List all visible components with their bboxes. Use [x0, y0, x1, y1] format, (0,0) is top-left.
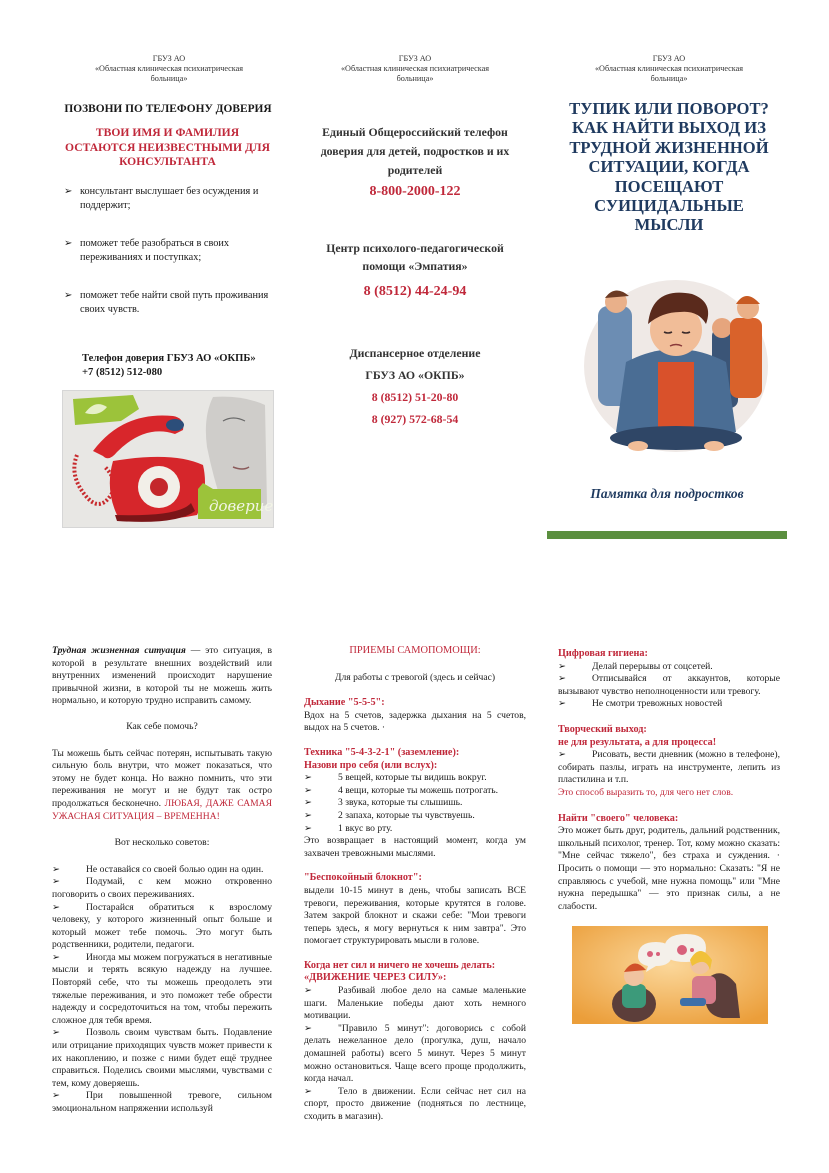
panel-5: [304, 645, 526, 1124]
grounding-item: 2 запаха, которые ты чувствуешь.: [338, 809, 475, 821]
org-header-line3: больница»: [150, 74, 188, 83]
list-item: ➢ Разбивай любое дело на самые маленькие шаги. Маленькие победы дают хоть немного мотивации.: [304, 985, 526, 1022]
tip-text: Не оставайся со своей болью один на один.: [86, 863, 264, 875]
dispensary-org: ГБУЗ АО «ОКПБ»: [365, 368, 465, 382]
find-person-text: Это может быть друг, родитель, дальний родственник, школьный психолог, тренер. Тот, кому можно сказать: "Мне сейчас тяжело", без страха и суждения. · Просить о помощи — это нормально: Сказать: "Я не справляюсь с учебой, мне нужна помощь" или "Мне нужна передышка" — это признак силы, а не слабости.: [558, 825, 780, 912]
digital-item: Делай перерывы от соцсетей.: [592, 660, 713, 672]
list-item: ➢ Не оставайся со своей болью один на один.: [52, 863, 264, 875]
panel-3: [558, 54, 780, 84]
arrow-bullet-icon: ➢: [64, 186, 73, 197]
list-item: ➢ "Правило 5 минут": договорись с собой делать нежеланное дело (прогулка, душ, начало домашней работы) всего 5 минут. Через 5 минут можно остановиться. Чаще всего проще продолжить, когда начал.: [304, 1022, 526, 1085]
list-item: ➢ 2 запаха, которые ты чувствуешь.: [304, 809, 475, 821]
org-header-line1: ГБУЗ АО: [652, 54, 686, 63]
empathy-center-phone[interactable]: 8 (8512) 44-24-94: [363, 284, 467, 299]
org-header-line2: «Областная клиническая психиатрическая: [340, 64, 490, 73]
panel-2: [304, 54, 526, 84]
tips-heading: Вот несколько советов:: [114, 837, 210, 849]
creative-note: Это способ выразить то, для чего нет слов.: [558, 786, 734, 798]
creative-item: Рисовать, вести дневник (можно в телефоне), собирать пазлы, играть на инструменте, лепить из пластилина и т.п.: [558, 749, 780, 786]
list-item: ➢ Не смотри тревожных новостей: [558, 698, 723, 710]
find-person-title: Найти "своего" человека:: [558, 812, 679, 824]
list-item: [64, 289, 279, 317]
brochure-subtitle: Памятка для подростков: [590, 486, 744, 501]
telephone-image: [62, 390, 274, 528]
notebook-text: выдели 10-15 минут в день, чтобы записать ВСЕ тревоги, переживания, которые крутятся в голове. Затем закрой блокнот и скажи себе: "Мои тревоги теперь здесь, я могу вернуться к ним завтра". Это помогает структурировать мысли в голове.: [304, 884, 526, 947]
self-help-subtitle: Для работы с тревогой (здесь и сейчас): [334, 671, 496, 683]
list-item: ➢ 4 вещи, которые ты можешь потрогать.: [304, 784, 499, 796]
org-header-line1: ГБУЗ АО: [152, 54, 186, 63]
digital-hygiene-title: Цифровая гигиена:: [558, 648, 648, 659]
intro-term: Трудная жизненная ситуация: [52, 645, 186, 656]
bullet-text: консультант выслушает без осуждения и поддержит;: [80, 186, 259, 211]
panel-6: [558, 648, 780, 913]
list-item: ➢ Отписывайся от аккаунтов, которые вызывают чувство неполноценности или тревогу.: [558, 673, 780, 697]
list-item: ➢ Делай перерывы от соцсетей.: [558, 660, 713, 672]
arrow-bullet-icon: ➢: [64, 238, 73, 249]
digital-item: Не смотри тревожных новостей: [592, 698, 723, 710]
bullet-text: поможет тебе разобраться в своих переживаниях и поступках;: [80, 238, 230, 263]
tip-text: Позволь своим чувствам быть. Подавление или отрицание приходящих чувств может привести к их накоплению, и позже с ними будет ещё труднее справиться. Поделись своими мыслями, чувствами с тем, кому доверяешь.: [52, 1027, 272, 1089]
tip-text: При повышенной тревоге, сильном эмоциональном напряжении используй: [52, 1090, 272, 1114]
list-item: ➢ Тело в движении. Если сейчас нет сил на спорт, просто движение (подняться по лестнице, сходить в магазин).: [304, 1085, 526, 1122]
list-item: ➢ Постарайся обратиться к взрослому человеку, у которого жизненный опыт больше и который может тебе помочь. Это могут быть родственники, родители, педагоги.: [52, 901, 272, 951]
grounding-title: Техника "5-4-3-2-1" (заземление):: [304, 746, 460, 758]
grounding-item: 3 звука, которые ты слышишь.: [338, 797, 463, 809]
talking-teens-image: [572, 926, 768, 1024]
org-header-line3: больница»: [396, 74, 434, 83]
grounding-item: 1 вкус во рту.: [338, 822, 393, 834]
national-hotline-title: Единый Общероссийский телефон доверия для детей, подростков и их родителей: [320, 125, 510, 177]
list-item: ➢ Подумай, с кем можно откровенно поговорить о своих переживаниях.: [52, 876, 272, 900]
support-emphasis: ЛЮБАЯ, ДАЖЕ САМАЯ УЖАСНАЯ СИТУАЦИЯ – ВРЕМЕННА!: [52, 797, 272, 822]
org-header: [58, 54, 280, 84]
list-item: ➢ При повышенной тревоге, сильном эмоциональном напряжении используй: [52, 1090, 272, 1114]
tip-text: Подумай, с кем можно откровенно поговорить о своих переживаниях.: [52, 876, 272, 900]
grounding-item: 4 вещи, которые ты можешь потрогать.: [338, 784, 499, 796]
arrow-bullet-icon: ➢: [64, 290, 73, 301]
list-item: ➢ Иногда мы можем погружаться в негативные мысли и терять всякую надежду на лучшее. Повторяй себе, что ты можешь преодолеть эти тяжелые переживания, и это поможет тебе обрести надежду и сосредоточиться на том, чтобы пережить сложное для тебя время.: [52, 951, 272, 1026]
sad-teen-image: [578, 266, 774, 456]
grounding-item: 5 вещей, которые ты видишь вокруг.: [338, 772, 487, 784]
movement-item: Тело в движении. Если сейчас нет сил на спорт, просто движение (подняться по лестнице, сходить в магазин).: [304, 1085, 526, 1122]
panel1-title: ПОЗВОНИ ПО ТЕЛЕФОНУ ДОВЕРИЯ: [64, 103, 272, 115]
tip-text: Постарайся обратиться к взрослому человеку, у которого жизненный опыт больше и который может тебе помочь. Это могут быть родственники, родители, педагоги.: [52, 901, 272, 951]
cover-title: ТУПИК ИЛИ ПОВОРОТ? КАК НАЙТИ ВЫХОД ИЗ ТРУДНОЙ ЖИЗНЕННОЙ СИТУАЦИИ, КОГДА ПОСЕЩАЮТ СУИЦИДАЛЬНЫЕ МЫСЛИ: [569, 99, 769, 235]
list-item: [64, 185, 279, 213]
list-item: ➢ 5 вещей, которые ты видишь вокруг.: [304, 772, 487, 784]
support-text: Ты можешь быть сейчас потерян, испытывать такую сильную боль внутри, что может показаться, что этому не будет конца. Но важно помнить, что эти переживания не могут и не будут так остро продолжаться бесконечно.: [52, 747, 272, 809]
tip-text: Иногда мы можем погружаться в негативные мысли и терять всякую надежду на лучшее. Повторяй себе, что ты можешь преодолеть эти тяжелые переживания, и это поможет тебе обрести надежду и сосредоточиться на том, чтобы пережить сложное для тебя время.: [52, 951, 272, 1026]
breathing-text: Вдох на 5 счетов, задержка дыхания на 5 счетов, выдох на 5 счетов. ·: [304, 709, 526, 734]
bullet-text: поможет тебе найти свой путь проживания своих чувств.: [80, 290, 269, 315]
panel-4: [52, 645, 272, 1116]
intro-paragraph: [52, 645, 272, 708]
sad-teen-illustration: [578, 266, 774, 456]
list-item: [64, 237, 279, 265]
hotline-block: [82, 352, 292, 380]
dispensary-phone-1[interactable]: 8 (8512) 51-20-80: [371, 390, 459, 404]
hotline-phone[interactable]: +7 (8512) 512-080: [82, 367, 163, 378]
notebook-title: "Беспокойный блокнот":: [304, 872, 422, 884]
org-header-line2: «Областная клиническая психиатрическая: [594, 64, 744, 73]
grounding-after: Это возвращает в настоящий момент, когда ум захвачен тревожными мыслями.: [304, 835, 526, 859]
org-header: [304, 54, 526, 84]
org-header-line2: «Областная клиническая психиатрическая: [94, 64, 244, 73]
dispensary-block: [306, 342, 524, 430]
hotline-label: Телефон доверия ГБУЗ АО «ОКПБ»: [82, 353, 256, 364]
movement-item: "Правило 5 минут": договорись с собой делать нежеланное дело (прогулка, душ, начало домашней работы) всего 5 минут. Через 5 минут можно остановиться. Чаще всего проще продолжить, когда начал.: [304, 1022, 526, 1085]
help-heading: Как себе помочь?: [126, 720, 198, 732]
digital-item: Отписывайся от аккаунтов, которые вызывают чувство неполноценности или тревогу.: [558, 673, 780, 697]
panel-1: [58, 54, 280, 84]
movement-subtitle: «ДВИЖЕНИЕ ЧЕРЕЗ СИЛУ»:: [304, 972, 447, 984]
green-accent-bar: [547, 531, 787, 539]
panel1-bullets: [64, 185, 279, 317]
talking-teens-illustration: [572, 926, 768, 1024]
telephone-illustration: [63, 391, 273, 527]
national-hotline-phone[interactable]: 8-800-2000-122: [369, 184, 461, 199]
list-item: ➢ Позволь своим чувствам быть. Подавление или отрицание приходящих чувств может привести к их накоплению, и позже с ними будет ещё труднее справиться. Поделись своими мыслями, чувствами с тем, кому доверяешь.: [52, 1027, 272, 1089]
creative-subtitle: не для результата, а для процесса!: [558, 736, 717, 748]
support-paragraph: [52, 748, 272, 824]
panel1-subtitle: ТВОИ ИМЯ И ФАМИЛИЯ ОСТАЮТСЯ НЕИЗВЕСТНЫМИ ДЛЯ КОНСУЛЬТАНТА: [65, 126, 270, 168]
intro-text: — это ситуация, в которой в результате внешних воздействий или внутренних изменений происходит нарушение привычной жизни, в которой ты не можешь жить нормально, и которую трудно исправить самому.: [52, 645, 272, 707]
background-teen-3: [730, 318, 762, 398]
movement-title: Когда нет сил и ничего не хочешь делать:: [304, 959, 496, 971]
list-item: ➢ 1 вкус во рту.: [304, 822, 393, 834]
dispensary-title: Диспансерное отделение: [349, 346, 481, 360]
grounding-subtitle: Назови про себя (или вслух):: [304, 759, 438, 771]
list-item: ➢ Рисовать, вести дневник (можно в телефоне), собирать пазлы, играть на инструменте, лепить из пластилина и т.п.: [558, 749, 780, 786]
org-header-line1: ГБУЗ АО: [398, 54, 432, 63]
image-caption-doverie: доверие: [209, 497, 273, 515]
org-header: [558, 54, 780, 84]
dispensary-phone-2[interactable]: 8 (927) 572-68-54: [371, 412, 459, 426]
movement-item: Разбивай любое дело на самые маленькие шаги. Маленькие победы дают хоть немного мотивации.: [304, 985, 526, 1022]
self-help-title: ПРИЕМЫ САМОПОМОЩИ:: [349, 645, 481, 656]
org-header-line3: больница»: [650, 74, 688, 83]
creative-title: Творческий выход:: [558, 723, 647, 735]
list-item: ➢ 3 звука, которые ты слышишь.: [304, 797, 463, 809]
breathing-title: Дыхание "5-5-5":: [304, 697, 385, 709]
empathy-center-title: Центр психолого-педагогической помощи «Эмпатия»: [326, 241, 504, 273]
